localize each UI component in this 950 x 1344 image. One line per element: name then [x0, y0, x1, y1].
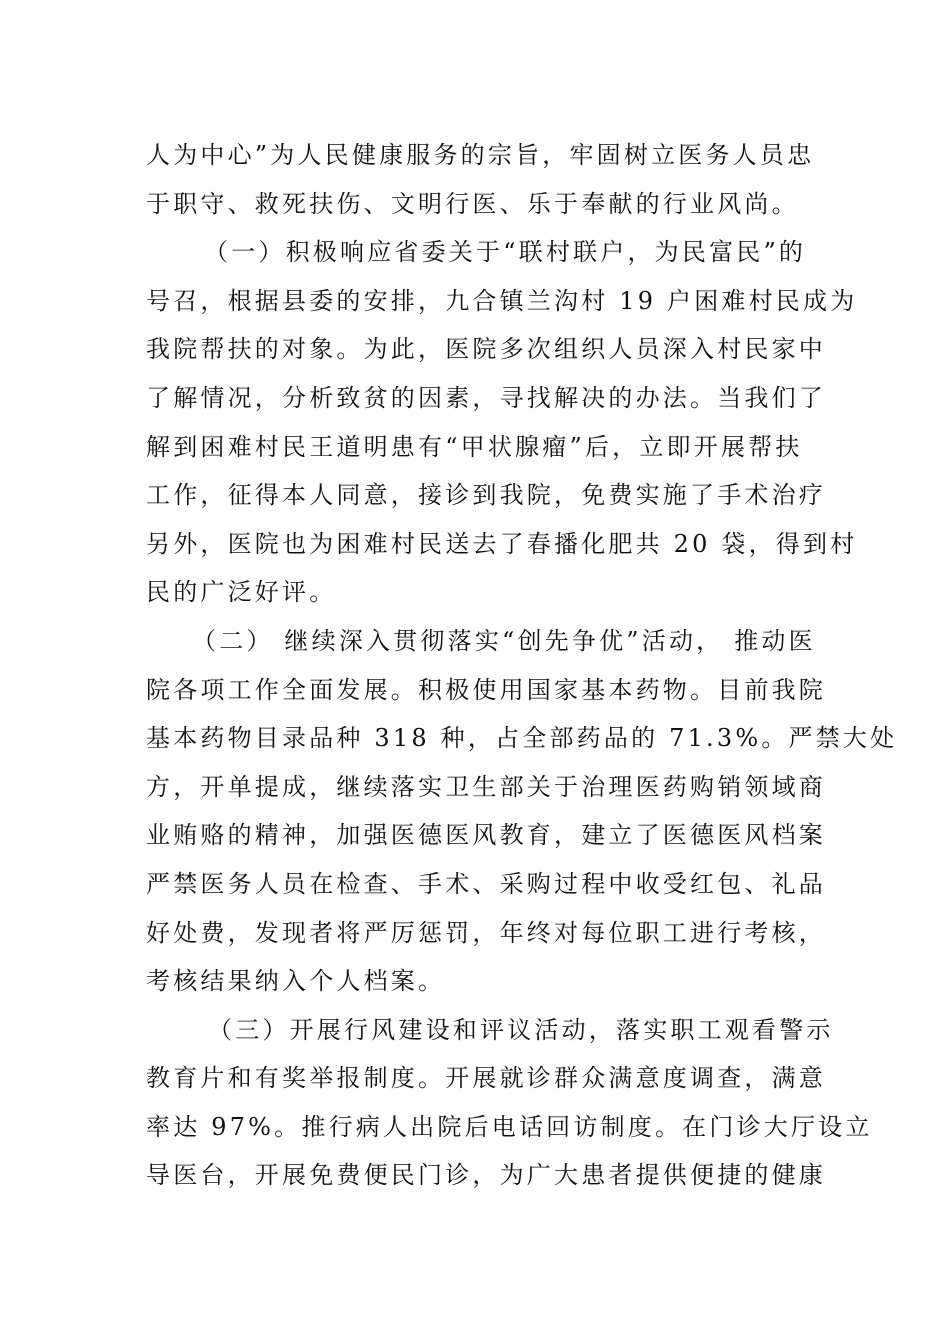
text-line: 人为中心”为人民健康服务的宗旨，牢固树立医务人员忠 — [146, 141, 815, 169]
section-two-heading-line: （二） 继续深入贯彻落实“创先争优”活动， 推动医 — [192, 626, 816, 655]
section-three-heading-line: （三）开展行风建设和评议活动，落实职工观看警示 — [208, 1015, 834, 1044]
text-line: 业贿赂的精神，加强医德医风教育，建立了医德医风档案 — [146, 821, 826, 850]
text-line: 导医台，开展免费便民门诊，为广大患者提供便捷的健康 — [146, 1161, 826, 1190]
text-line: 了解情况，分析致贫的因素，寻找解决的办法。当我们了 — [146, 383, 826, 412]
text-line: 方，开单提成，继续落实卫生部关于治理医药购销领域商 — [146, 772, 826, 801]
text-line: 于职守、救死扶伤、文明行医、乐于奉献的行业风尚。 — [146, 189, 799, 218]
text-line: 民的广泛好评。 — [146, 578, 337, 607]
text-line: 严禁医务人员在检查、手术、采购过程中收受红包、礼品 — [146, 869, 826, 898]
text-line: 教育片和有奖举报制度。开展就诊群众满意度调查，满意 — [146, 1064, 826, 1093]
text-line: 另外，医院也为困难村民送去了春播化肥共 20 袋，得到村 — [146, 529, 858, 558]
text-line: 率达 97%。推行病人出院后电话回访制度。在门诊大厅设立 — [146, 1112, 873, 1141]
text-line: 工作，征得本人同意，接诊到我院，免费实施了手术治疗 — [146, 481, 826, 510]
section-one-heading-line: （一）积极响应省委关于“联村联户，为民富民”的 — [204, 238, 807, 267]
text-line: 基本药物目录品种 318 种，占全部药品的 71.3%。严禁大处 — [146, 724, 898, 753]
body-text — [146, 131, 898, 1200]
text-line: 我院帮扶的对象。为此，医院多次组织人员深入村民家中 — [146, 335, 826, 364]
text-line: 好处费，发现者将严厉惩罚，年终对每位职工进行考核， — [146, 918, 826, 947]
text-line: 解到困难村民王道明患有“甲状腺瘤”后，立即开展帮扶 — [146, 432, 803, 461]
text-line: 考核结果纳入个人档案。 — [146, 967, 446, 996]
text-line: 号召，根据县委的安排，九合镇兰沟村 19 户困难村民成为 — [146, 286, 858, 315]
text-line: 院各项工作全面发展。积极使用国家基本药物。目前我院 — [146, 675, 826, 704]
